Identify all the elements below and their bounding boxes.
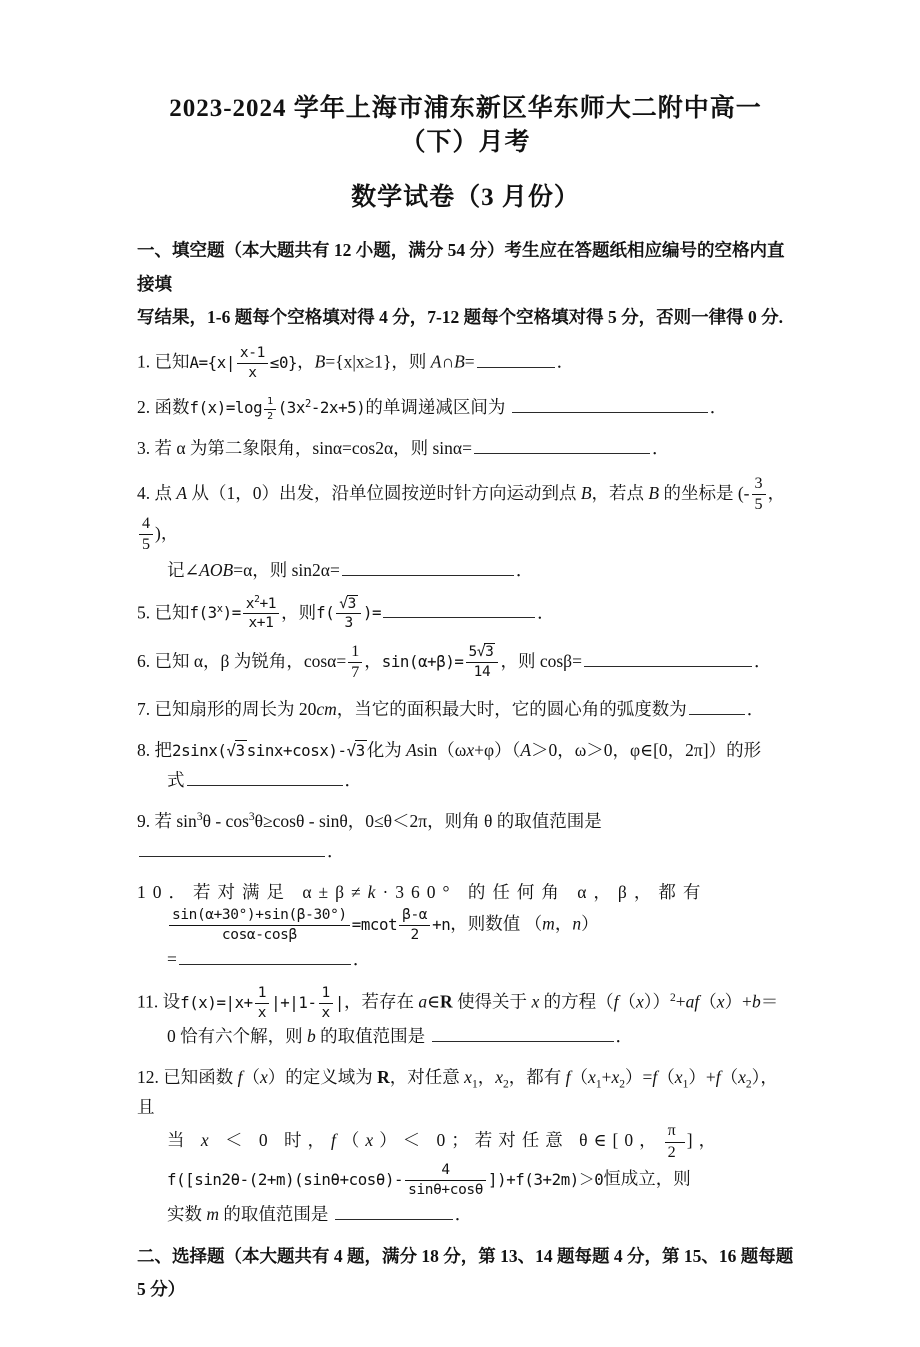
- italic-text: f: [652, 1067, 658, 1088]
- fraction-denominator: 2: [267, 410, 273, 422]
- italic-text: b: [751, 991, 761, 1012]
- section-line: 一、填空题（本大题共有 12 小题，满分 54 分）考生应在答题纸相应编号的空格内直接填: [137, 240, 785, 294]
- answer-blank: [474, 436, 650, 455]
- question-line: 6. 已知 α，β 为锐角，cosα= $\frac{1}{7}$ ，sin(α+β)= $\frac{5√3}{14}$ ，则 cosβ= ．: [137, 642, 772, 682]
- subscript: 1: [595, 1078, 602, 1091]
- fraction-numerator: β-α: [399, 907, 430, 926]
- section-1-header: [137, 234, 794, 334]
- question-line: 式 ．: [167, 765, 794, 795]
- formula-text: 2sinx(√3 sinx+cosx)-√3: [172, 741, 365, 760]
- fraction-denominator: x: [248, 364, 257, 381]
- formula-text: f([sin2θ-(2+m)(sinθ+cosθ)- $\frac{4}{\sin\theta+\cos\theta}$ ])+f(3+2m)＞0: [167, 1162, 604, 1199]
- fraction-numerator: 1: [348, 643, 362, 664]
- fraction-numerator: x-1: [237, 345, 268, 364]
- section-line: 写结果，1-6 题每个空格填对得 4 分，7-12 题每个空格填对得 5 分，否则一律得 0 分.: [137, 306, 784, 327]
- fraction-denominator: sinθ+cosθ: [408, 1182, 484, 1199]
- italic-text: B: [314, 351, 326, 372]
- fraction: [405, 1162, 486, 1198]
- fraction: [336, 596, 361, 632]
- fraction-numerator: 1: [264, 396, 276, 409]
- fraction-denominator: 5: [142, 536, 151, 553]
- superscript: 3: [196, 811, 203, 824]
- question-10: [137, 877, 794, 974]
- italic-text: A: [520, 740, 532, 760]
- fraction: [139, 515, 153, 555]
- question-line: 2. 函数f(x)=log $_{\frac{1}{2}}$ $(3x^2-2x+5)$的单调递减区间为 ．: [137, 396, 728, 422]
- italic-text: f: [237, 1067, 243, 1088]
- fraction: [752, 475, 766, 515]
- exam-body: [137, 234, 794, 1306]
- italic-text: A: [406, 740, 417, 760]
- formula-text: sin(α+β)= $\frac{5√3}{14}$: [382, 652, 501, 671]
- fraction-numerator: 1: [255, 985, 269, 1004]
- fraction-denominator: 5: [754, 496, 763, 513]
- fraction-denominator: 7: [351, 664, 360, 682]
- bold-text: R: [377, 1067, 390, 1088]
- fraction-denominator: x: [257, 1004, 267, 1021]
- question-1: [137, 345, 794, 381]
- italic-text: A: [430, 351, 442, 372]
- italic-text: B: [648, 482, 660, 503]
- question-line: 9. 若 $\sin^3\theta - \cos^3\theta\ge\cos\theta - \sin\theta$，0≤θ＜2π，则角 θ 的取值范围是 ．: [137, 811, 602, 862]
- italic-text: m: [206, 1203, 220, 1224]
- fraction: [665, 1122, 685, 1162]
- formula-text: $f(3^x)=$ $\frac{x^2+1}{x+1}$: [190, 603, 282, 622]
- fraction-denominator: cosα-cosβ: [221, 927, 297, 944]
- subscript: 1: [682, 1078, 689, 1091]
- question-line: 记∠AOB=α，则 sin2α= ．: [167, 555, 794, 585]
- question-line: 11. 设f(x)=|x+ $\frac{1}{x}$ |+|1- $\frac{1}{x}$ |，若存在 a∈R 使得关于 x 的方程$(f(x))^2+af(x)+b=$: [137, 984, 779, 1021]
- italic-text: B: [580, 482, 592, 503]
- question-6: [137, 643, 794, 683]
- exam-title-line1: 2023-2024 学年上海市浦东新区华东师大二附中高一（下）月考: [169, 95, 762, 156]
- bold-text: R: [440, 991, 453, 1012]
- fraction: [243, 593, 279, 632]
- formula-text: f( $\frac{√3}{3}$ )=: [316, 595, 382, 632]
- fraction-denominator: 14: [473, 663, 491, 680]
- superscript: 3: [248, 811, 255, 824]
- italic-text: x: [200, 1130, 215, 1151]
- fraction-denominator: x: [321, 1004, 330, 1021]
- italic-text: f: [613, 991, 619, 1012]
- answer-blank: [383, 599, 535, 618]
- question-line: $\frac{\sin(\alpha+30^\circ)+\sin(\beta-30^\circ)}{\cos\alpha-\cos\beta}$ =mcot $\frac{\beta-\alpha}{2}$ +n，则数值 （m，n）: [167, 907, 794, 943]
- fraction-numerator: [336, 596, 361, 615]
- question-line: 4. 点 A 从（1，0）出发，沿单位圆按逆时针方向运动到点 B，若点 B 的坐标是 (- $\frac{3}{5}$ ， $\frac{4}{5}$ )，: [137, 474, 786, 553]
- fraction-numerator: $x^2+1$: [243, 596, 279, 615]
- fraction: [255, 985, 269, 1021]
- question-line: 实数 m 的取值范围是 ．: [167, 1199, 794, 1229]
- fraction-denominator: 2: [667, 1143, 682, 1161]
- fraction-numerator: 4: [139, 515, 153, 536]
- italic-text: x: [464, 1067, 472, 1088]
- italic-text: a: [418, 991, 428, 1012]
- fraction-denominator: 3: [344, 615, 353, 632]
- question-line: 0 恰有六个解，则 b 的取值范围是 ．: [167, 1021, 794, 1051]
- italic-text: x: [674, 1067, 683, 1088]
- italic-text: x: [611, 1067, 620, 1088]
- answer-blank: [342, 557, 514, 576]
- question-line: 8. 把2sinx(√3 sinx+cosx)-√3 化为 Asin（ωx+φ）（A＞0，ω＞0，φ∈[0，2π]）的形: [137, 740, 762, 760]
- subscript: 2: [619, 1078, 626, 1091]
- answer-blank: [584, 648, 752, 667]
- italic-text: x: [260, 1067, 268, 1088]
- italic-text: AOB: [199, 559, 234, 580]
- italic-text: x: [738, 1067, 746, 1088]
- question-9: [137, 806, 794, 866]
- question-line: 1. 已知A={x| $\frac{x-1}{x}$ ≤0}，B={x|x≥1}，则 A∩B= ．: [137, 345, 575, 381]
- fraction: [237, 345, 268, 381]
- italic-text: f: [331, 1130, 342, 1151]
- question-5: [137, 593, 794, 632]
- italic-text: x: [716, 991, 725, 1012]
- italic-text: f: [565, 1067, 571, 1088]
- fraction: [399, 907, 430, 943]
- fraction-numerator: 5√3: [466, 644, 499, 663]
- italic-text: af: [685, 991, 700, 1012]
- italic-text: f: [715, 1067, 721, 1088]
- question-line: = ．: [167, 944, 794, 974]
- question-line: 12. 已知函数 f（x）的定义域为 R，对任意 $x_1$，$x_2$，都有 $f(x_1+x_2)=f(x_1)+f(x_2)$，且: [137, 1067, 778, 1118]
- italic-text: n: [572, 914, 582, 935]
- superscript: 2: [254, 593, 260, 605]
- question-line: f([sin2θ-(2+m)(sinθ+cosθ)- $\frac{4}{\sin\theta+\cos\theta}$ ])+f(3+2m)＞0恒成立，则: [167, 1162, 691, 1199]
- italic-text: x: [531, 991, 540, 1012]
- radicand: 3: [347, 595, 356, 612]
- italic-text: x: [365, 1130, 380, 1151]
- formula-text: $\frac{\sin(\alpha+30^\circ)+\sin(\beta-30^\circ)}{\cos\alpha-\cos\beta}$ =mcot $\frac{\beta-\alpha}{2}$ +n: [167, 915, 450, 934]
- superscript: x: [216, 603, 223, 615]
- question-line: 5. 已知$f(3^x)=$ $\frac{x^2+1}{x+1}$ ，则f( $\frac{√3}{3}$ )= ．: [137, 593, 555, 632]
- radicand: 3: [355, 741, 365, 760]
- answer-blank: [179, 946, 351, 965]
- answer-blank: [689, 696, 745, 715]
- square-root: [347, 741, 367, 760]
- italic-text: k: [367, 882, 383, 903]
- question-4: [137, 475, 794, 585]
- subscript: 2: [503, 1078, 509, 1091]
- radical-sign: √: [346, 741, 356, 760]
- question-7: [137, 694, 794, 724]
- fraction-numerator: 1: [319, 985, 333, 1004]
- superscript: 2: [304, 398, 311, 411]
- italic-text: x: [466, 740, 475, 760]
- subscript: 2: [745, 1078, 752, 1091]
- fraction-denominator: 2: [410, 927, 419, 944]
- fraction-numerator: 4: [405, 1162, 486, 1181]
- question-line: 10．若对满足 α±β≠k·360° 的任何角 α，β，都有: [137, 882, 708, 903]
- question-12: [137, 1062, 794, 1229]
- formula-text: A={x| $\frac{x-1}{x}$ ≤0}: [189, 345, 298, 381]
- square-root: [227, 741, 247, 760]
- question-2: [137, 392, 794, 422]
- answer-blank: [512, 394, 708, 413]
- fraction: [348, 643, 362, 683]
- subscript: 1: [471, 1078, 478, 1091]
- section-2-header: [137, 1240, 794, 1307]
- answer-blank: [432, 1023, 614, 1042]
- italic-text: x: [588, 1067, 596, 1088]
- fraction-numerator: 3: [752, 475, 766, 496]
- italic-text: m: [542, 914, 555, 935]
- question-line: 7. 已知扇形的周长为 20cm，当它的面积最大时，它的圆心角的弧度数为 ．: [137, 694, 794, 724]
- italic-text: A: [176, 482, 188, 503]
- italic-text: x: [495, 1067, 504, 1088]
- formula-text: f(x)=|x+ $\frac{1}{x}$ |+|1- $\frac{1}{x}$ |: [180, 984, 344, 1021]
- fraction-numerator: π: [665, 1122, 685, 1143]
- italic-text: cm: [316, 698, 337, 719]
- radicand: 3: [235, 741, 245, 760]
- answer-blank: [335, 1201, 453, 1220]
- fraction-denominator: x+1: [248, 615, 274, 632]
- radical-sign: √: [226, 741, 236, 760]
- fraction-numerator: sin(α+30°)+sin(β-30°): [169, 907, 350, 926]
- question-line: 3. 若 α 为第二象限角，sinα=cos2α，则 sinα= ．: [137, 433, 794, 463]
- exam-title-line2: 数学试卷（3 月份）: [351, 183, 580, 211]
- section-line: 二、选择题（本大题共有 4 题，满分 18 分，第 13、14 题每题 4 分，第 15、16 题每题 5 分）: [137, 1245, 794, 1300]
- fraction: [319, 985, 333, 1021]
- answer-blank: [139, 838, 325, 857]
- square-root: [339, 596, 358, 612]
- radical-sign: √: [476, 644, 486, 661]
- italic-text: B: [454, 351, 465, 372]
- formula-text: f(x)=log $_{\frac{1}{2}}$ $(3x^2-2x+5)$: [189, 396, 366, 422]
- square-root: [477, 644, 496, 660]
- question-3: [137, 433, 794, 463]
- fraction: [264, 396, 276, 422]
- radicand: 3: [485, 644, 494, 661]
- fraction: [466, 644, 499, 680]
- fraction: [169, 907, 350, 943]
- italic-text: b: [307, 1026, 316, 1047]
- question-8: [137, 735, 794, 795]
- italic-text: x: [635, 991, 644, 1012]
- question-11: [137, 985, 794, 1051]
- subscript: [262, 396, 278, 422]
- radical-sign: √: [339, 595, 348, 612]
- superscript: 2: [670, 991, 676, 1004]
- answer-blank: [477, 349, 555, 368]
- question-line: 当 x ＜ 0 时，f（x）＜ 0；若对任意 θ∈[0， $\frac{\pi}{2}$ ]，: [167, 1122, 723, 1161]
- answer-blank: [187, 767, 343, 786]
